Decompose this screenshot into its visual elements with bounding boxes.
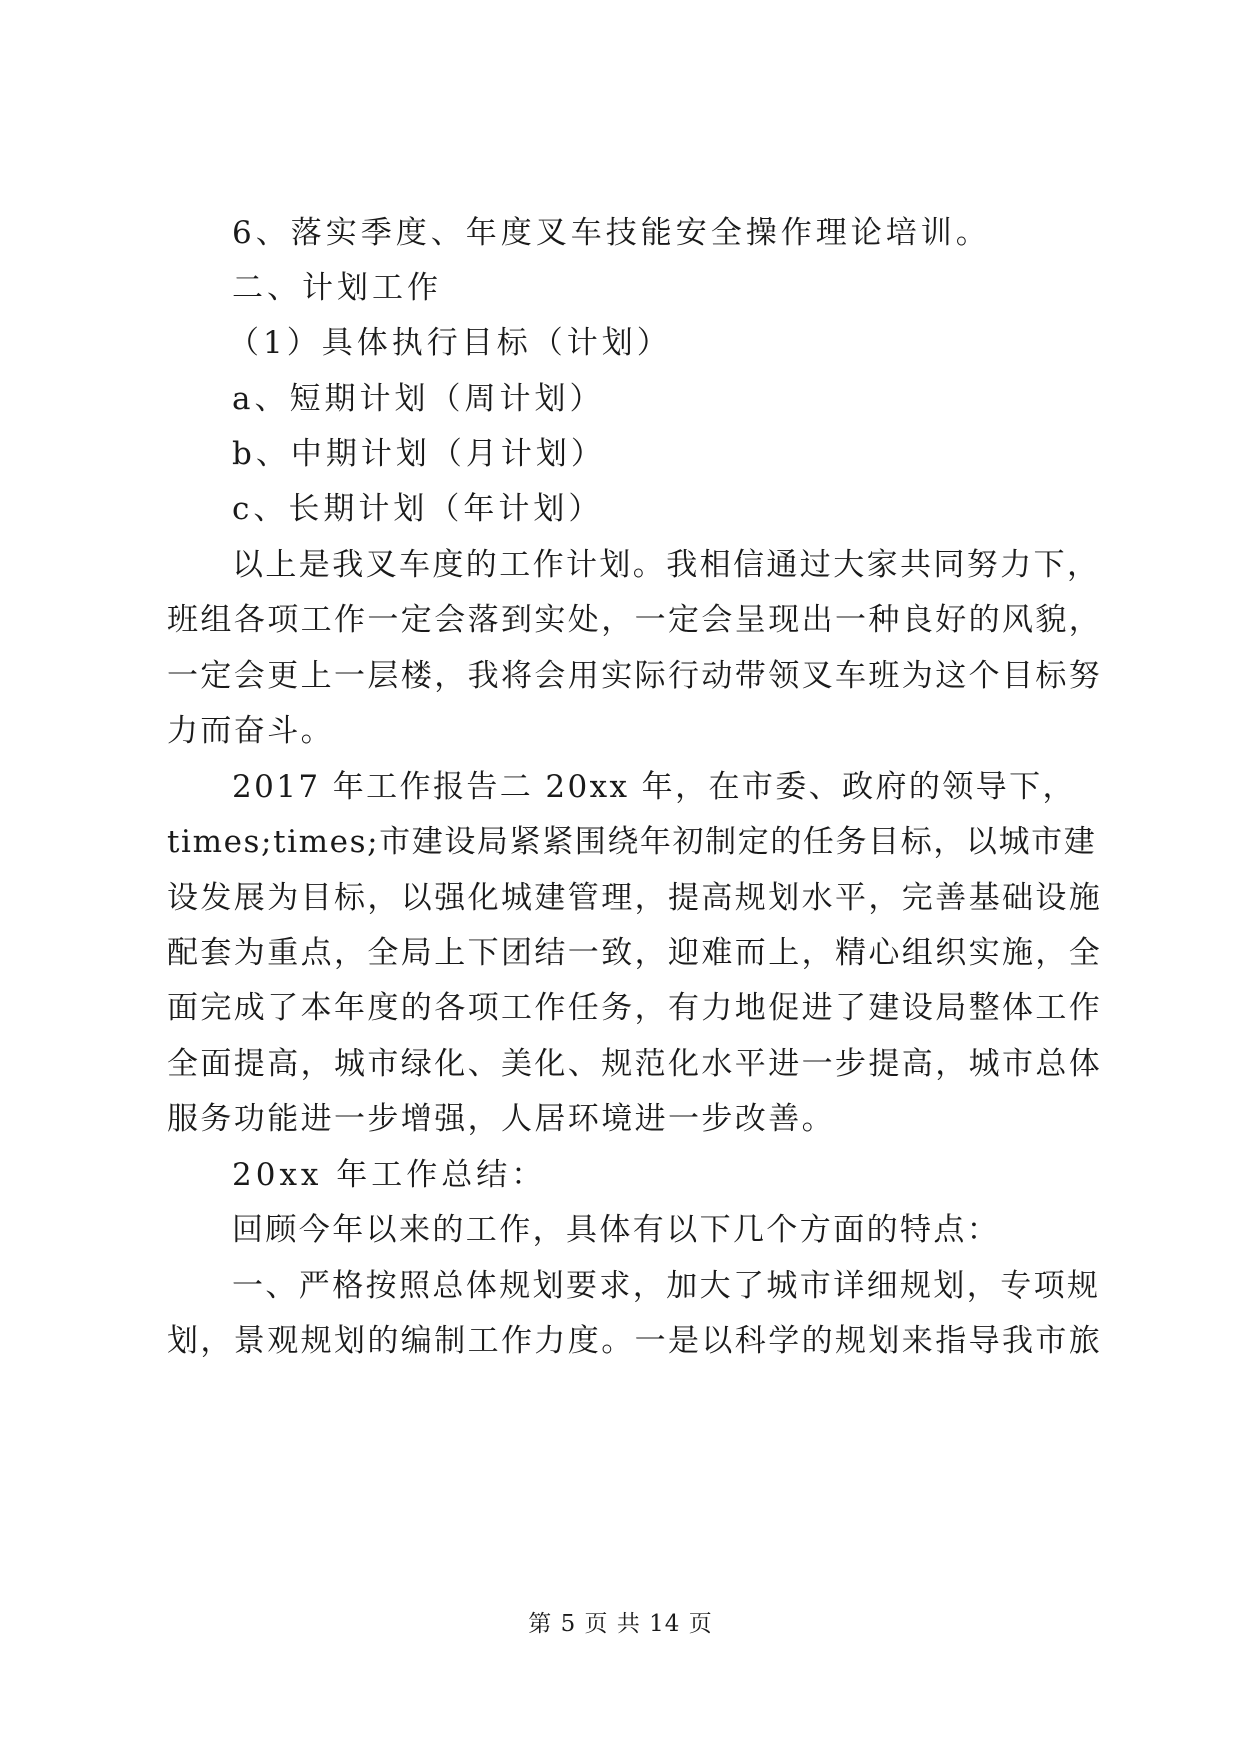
- paragraph-line: 一定会更上一层楼，我将会用实际行动带领叉车班为这个目标努: [167, 658, 1103, 694]
- paragraph-line: 全面提高，城市绿化、美化、规范化水平进一步提高，城市总体: [167, 1046, 1103, 1082]
- paragraph-line: 面完成了本年度的各项工作任务，有力地促进了建设局整体工作: [167, 990, 1103, 1026]
- section-heading: 二、计划工作: [232, 270, 442, 306]
- paragraph-line: 2017 年工作报告二 20xx 年，在市委、政府的领导下，: [232, 769, 1076, 805]
- paragraph-line: 服务功能进一步增强，人居环境进一步改善。: [167, 1101, 835, 1137]
- paragraph-line: 一、严格按照总体规划要求，加大了城市详细规划，专项规: [232, 1268, 1101, 1304]
- list-item: b、中期计划（月计划）: [232, 436, 606, 472]
- paragraph-line: 力而奋斗。: [167, 713, 334, 749]
- paragraph-line: 回顾今年以来的工作，具体有以下几个方面的特点：: [232, 1212, 1001, 1248]
- subsection-heading: （1）具体执行目标（计划）: [228, 325, 672, 361]
- paragraph-line: 配套为重点，全局上下团结一致，迎难而上，精心组织实施，全: [167, 935, 1103, 971]
- paragraph-line: times;times;市建设局紧紧围绕年初制定的任务目标，以城市建: [167, 824, 1097, 860]
- paragraph-line: 划，景观规划的编制工作力度。一是以科学的规划来指导我市旅: [167, 1323, 1103, 1359]
- paragraph-line: 设发展为目标，以强化城建管理，提高规划水平，完善基础设施: [167, 880, 1103, 916]
- list-item: a、短期计划（周计划）: [232, 381, 605, 417]
- list-item: c、长期计划（年计划）: [232, 491, 604, 527]
- paragraph-line: 以上是我叉车度的工作计划。我相信通过大家共同努力下，: [232, 547, 1101, 583]
- text-line: 6、落实季度、年度叉车技能安全操作理论培训。: [232, 215, 991, 251]
- paragraph-line: 班组各项工作一定会落到实处，一定会呈现出一种良好的风貌，: [167, 602, 1103, 638]
- page-number-footer: 第 5 页 共 14 页: [528, 1611, 713, 1637]
- section-heading: 20xx 年工作总结：: [232, 1157, 547, 1193]
